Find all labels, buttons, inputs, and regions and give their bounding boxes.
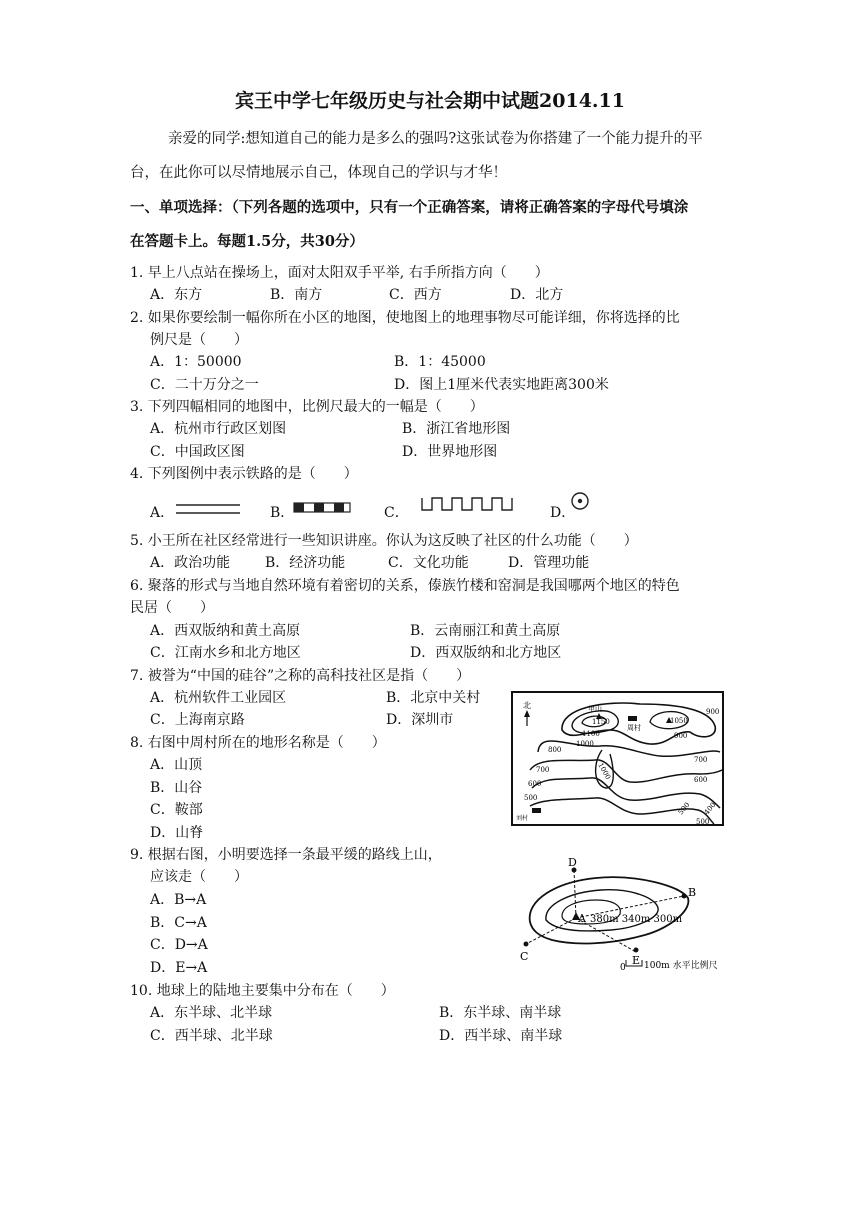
q4-option-c: C． [384,505,409,521]
q4-option-d: D． [550,505,576,521]
q8-option-d: D．山脊 [150,825,204,841]
contour-label: 1000 [576,740,594,748]
point-e-label: E [632,954,641,967]
contour-heights-label: 380m 340m 300m [590,914,683,925]
question-2-stem-1: 2. 如果你要绘制一幅你所在小区的地图，使地图上的地理事物尽可能详细，你将选择的比 [130,310,680,326]
q1-option-b: B．南方 [270,287,323,303]
q3-option-b: B．浙江省地形图 [402,421,511,437]
q7-option-a: A．杭州软件工业园区 [150,690,287,706]
q1-option-d: D．北方 [510,287,564,303]
q7-option-b: B．北京中关村 [386,690,481,706]
peak-1-height: 1150 [592,718,610,726]
page-title: 宾王中学七年级历史与社会期中试题2014.11 [235,90,625,112]
question-9-stem-1: 9. 根据右图，小明要选择一条最平缓的路线上山， [130,847,442,863]
contour-label: 700 [694,756,708,764]
q3-option-c: C．中国政区图 [150,444,245,460]
q5-option-b: B．经济功能 [265,555,346,571]
question-10-stem: 10. 地球上的陆地主要集中分布在（ ） [130,983,395,999]
q3-option-a: A．杭州市行政区划图 [150,421,287,437]
contour-label: 400 [702,800,718,817]
q4-option-a: A． [150,505,175,521]
question-2-stem-2: 例尺是（ ） [150,332,248,348]
q4-legend-d-circle-dot [568,489,592,513]
q4-option-b: B． [270,505,295,521]
question-1-stem: 1. 早上八点站在操场上，面对太阳双手平举, 右手所指方向（ ） [130,265,549,281]
contour-label: 1000 [596,761,613,781]
question-6-stem-2: 民居（ ） [130,600,214,616]
point-b-label: B [688,886,697,899]
contour-label: 600 [694,776,708,784]
q6-option-a: A．西双版纳和黄土高原 [150,623,301,639]
q10-option-d: D．西半球、南半球 [439,1028,563,1044]
q7-option-c: C．上海南京路 [150,712,245,728]
q6-option-d: D．西双版纳和北方地区 [410,645,562,661]
scale-zero-label: 0 [620,963,626,973]
question-7-stem: 7. 被誉为“中国的硅谷”之称的高科技社区是指（ ） [130,668,471,684]
village-zhou: 周村 [627,724,641,732]
contour-label: 900 [674,732,688,740]
hill-contour-figure [516,856,742,976]
question-9-stem-2: 应该走（ ） [150,869,248,885]
intro-line-1: 亲爱的同学:想知道自己的能力是多么的强吗?这张试卷为你搭建了一个能力提升的平 [168,131,703,147]
q4-legend-a-double-line [174,502,244,516]
q4-legend-c-wall [420,494,516,514]
q1-option-a: A．东方 [150,287,203,303]
q9-option-a: A．B→A [150,892,207,908]
scale-bar-label: 100m 水平比例尺 [644,961,718,971]
q4-legend-b-railway [293,502,353,514]
contour-label: 1100 [582,730,600,738]
question-3-stem: 3. 下列四幅相同的地图中，比例尺最大的一幅是（ ） [130,399,484,415]
q5-option-c: C．文化功能 [388,555,469,571]
point-a-label: A [578,912,586,925]
contour-label: 600 [528,780,542,788]
q8-option-a: A．山顶 [150,757,203,773]
section-heading-line-1: 一、单项选择：（下列各题的选项中，只有一个正确答案，请将正确答案的字母代号填涂 [130,199,689,216]
peak-2-height: 1050 [670,717,688,725]
q5-option-d: D．管理功能 [508,555,590,571]
q7-option-d: D．深圳市 [386,712,454,728]
contour-label: 500 [524,794,538,802]
contour-label: 500 [676,800,692,817]
point-c-label: C [520,950,529,963]
q5-option-a: A．政治功能 [150,555,231,571]
q6-option-c: C．江南水乡和北方地区 [150,645,301,661]
section-heading-line-2: 在答题卡上。每题1.5分，共30分） [130,233,364,250]
q2-option-b: B．1：45000 [394,354,486,370]
contour-label: 900 [706,708,720,716]
q2-option-c: C．二十万分之一 [150,377,259,393]
question-4-stem: 4. 下列图例中表示铁路的是（ ） [130,466,358,482]
q2-option-a: A．1：50000 [150,354,242,370]
north-label: 北 [523,701,531,710]
point-d-label: D [568,856,577,869]
q2-option-d: D．图上1厘米代表实地距离300米 [394,377,609,393]
question-8-stem: 8. 右图中周村所在的地形名称是（ ） [130,735,386,751]
q1-option-c: C．西方 [389,287,442,303]
peak-1-name: 甲山 [588,705,602,713]
contour-map-figure [510,690,726,828]
contour-label: 700 [536,766,550,774]
question-5-stem: 5. 小王所在社区经常进行一些知识讲座。你认为这反映了社区的什么功能（ ） [130,533,638,549]
village-liu: 刘村 [516,815,529,822]
q10-option-b: B．东半球、南半球 [439,1005,562,1021]
q10-option-a: A．东半球、北半球 [150,1005,273,1021]
q6-option-b: B．云南丽江和黄土高原 [410,623,561,639]
contour-label: 500 [696,818,710,826]
question-6-stem-1: 6. 聚落的形式与当地自然环境有着密切的关系，傣族竹楼和窑洞是我国哪两个地区的特色 [130,578,680,594]
contour-label: 800 [548,746,562,754]
q9-option-b: B．C→A [150,915,207,931]
q10-option-c: C．西半球、北半球 [150,1028,273,1044]
q3-option-d: D．世界地形图 [402,444,498,460]
intro-line-2: 台，在此你可以尽情地展示自己，体现自己的学识与才华！ [130,165,507,181]
q9-option-c: C．D→A [150,937,208,953]
q9-option-d: D．E→A [150,960,208,976]
q8-option-c: C．鞍部 [150,802,203,818]
q8-option-b: B．山谷 [150,780,203,796]
